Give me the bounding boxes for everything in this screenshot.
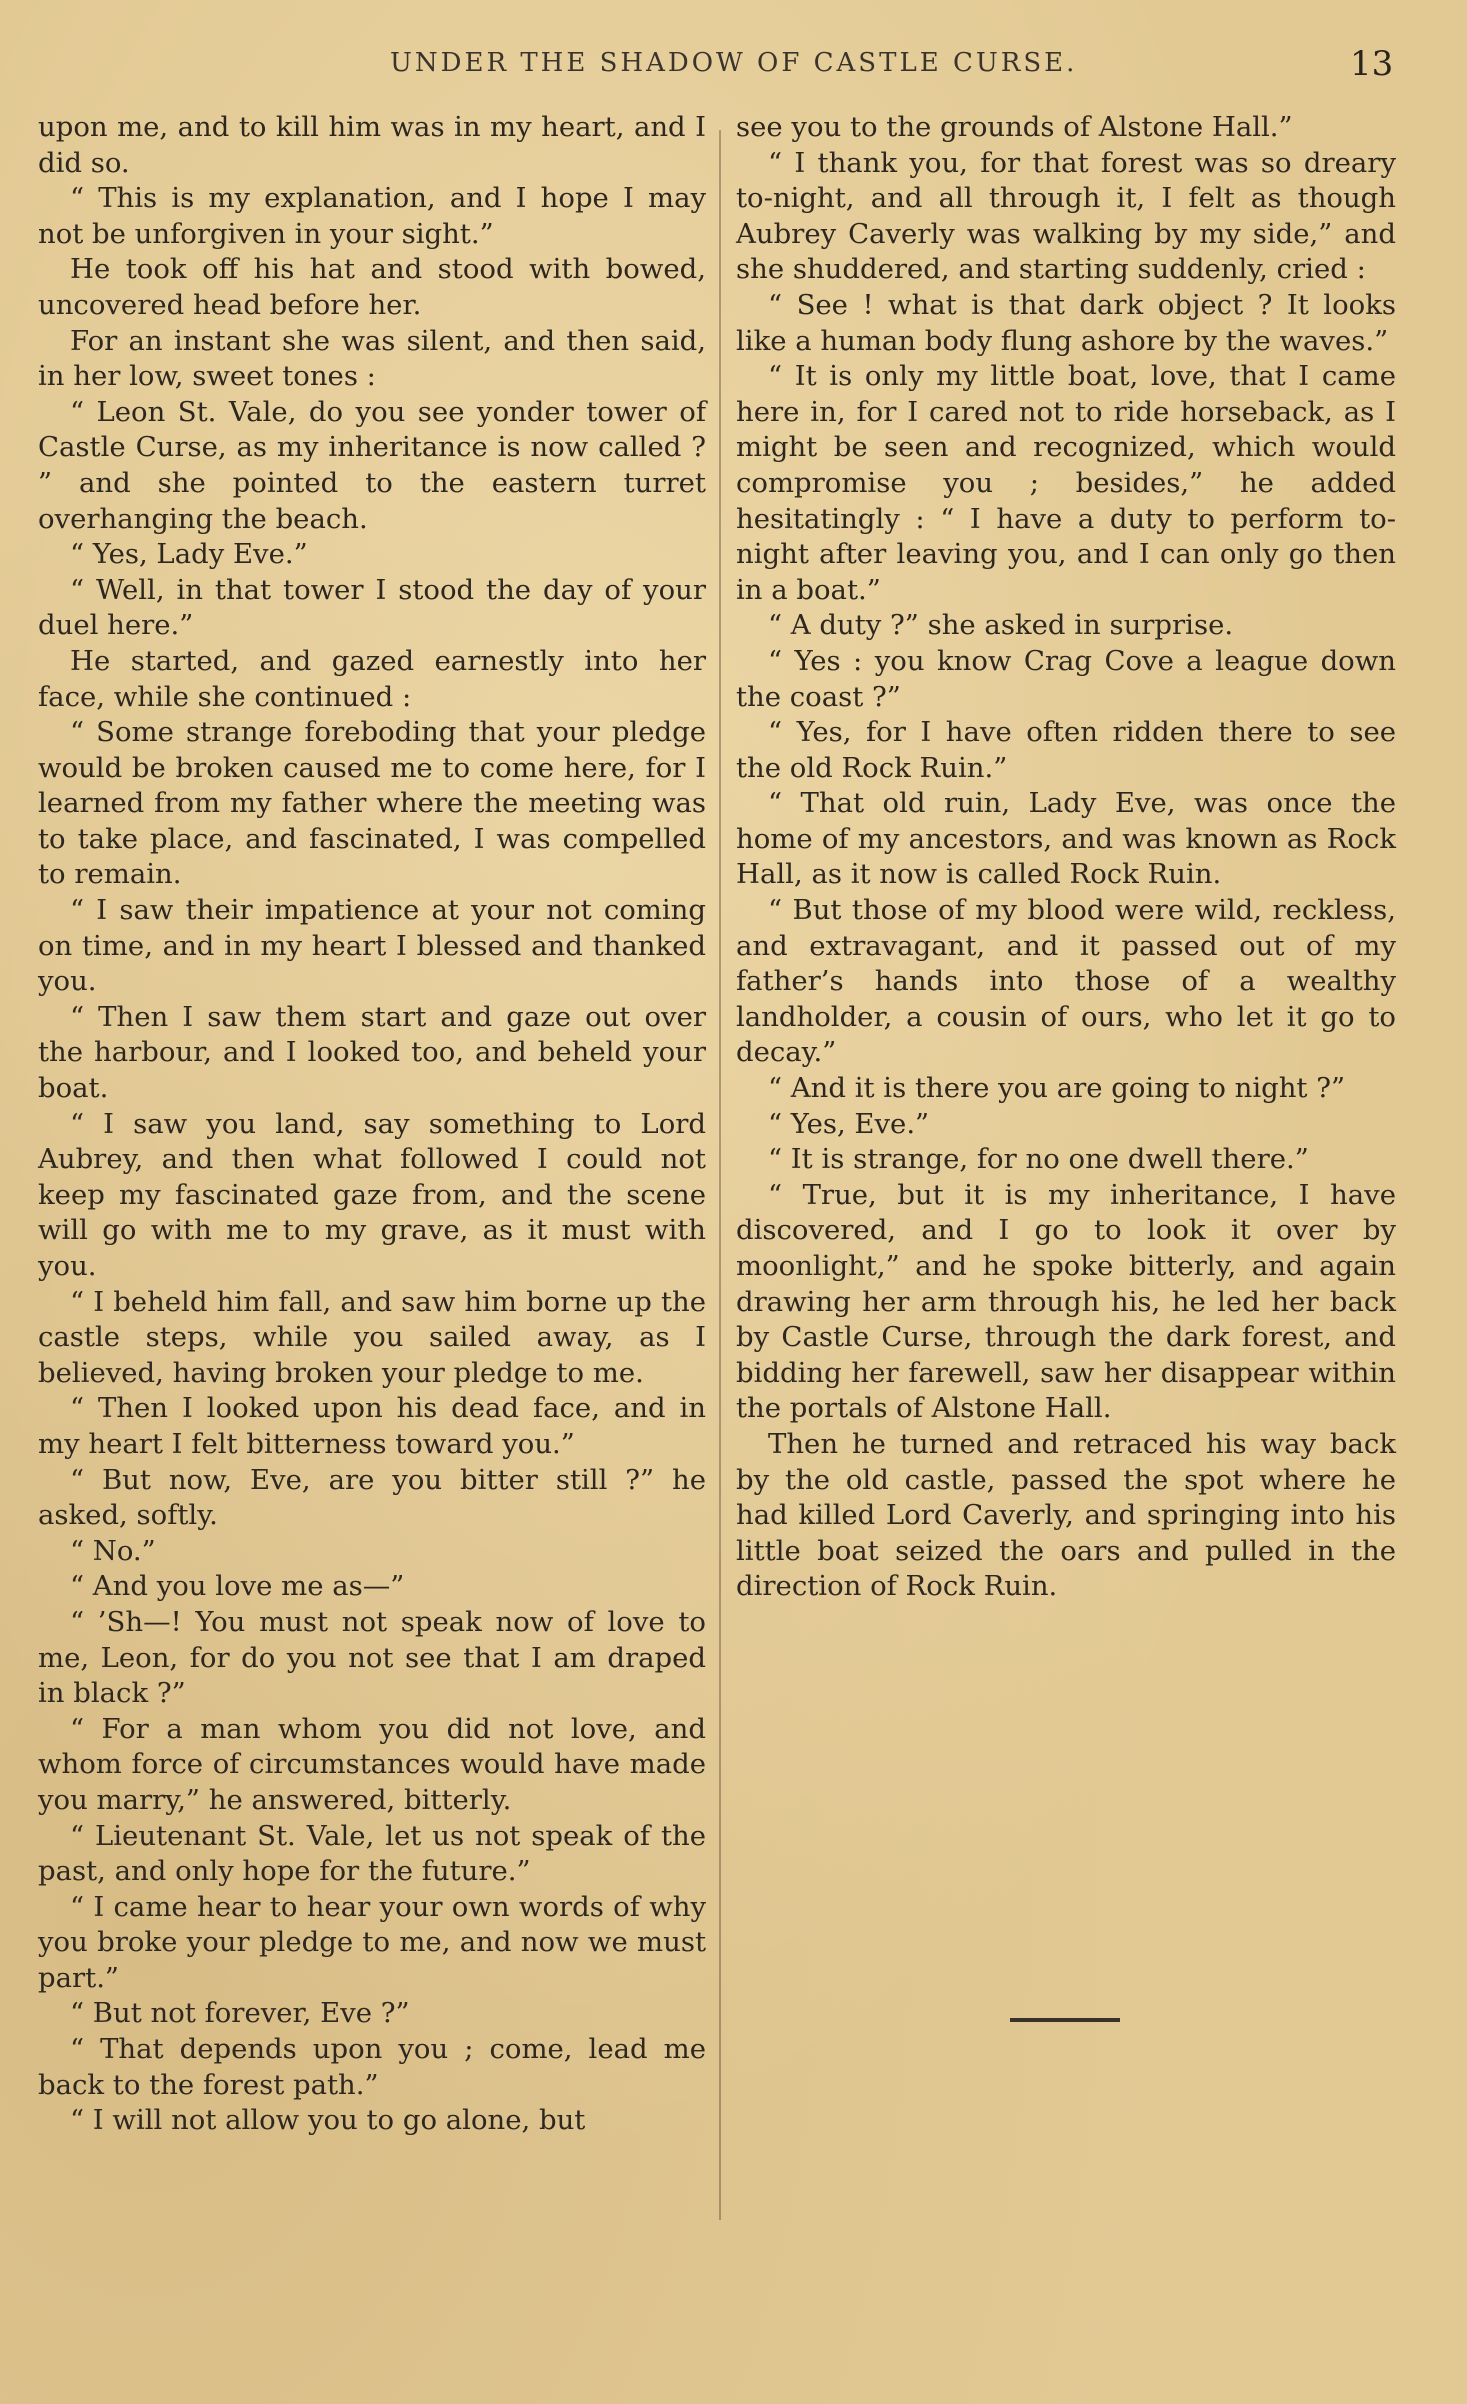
paragraph: He took off his hat and stood with bowed, uncovered head before her. [38, 253, 706, 321]
paragraph: “ Leon St. Vale, do you see yonder tower of Castle Curse, as my inheritance is now called ? ” and she pointed to the eastern turret overhanging the beach. [38, 395, 706, 535]
paragraph: “ Yes, for I have often ridden there to see the old Rock Ruin.” [736, 716, 1396, 784]
paragraph: upon me, and to kill him was in my heart, and I did so. [38, 111, 706, 179]
running-title: UNDER THE SHADOW OF CASTLE CURSE. [390, 48, 1078, 78]
right-column [736, 110, 1396, 1605]
paragraph: “ Lieutenant St. Vale, let us not speak of the past, and only hope for the future.” [38, 1819, 706, 1888]
paragraph: “ It is strange, for no one dwell there.” [768, 1143, 1309, 1176]
paragraph: “ I saw you land, say something to Lord Aubrey, and then what followed I could not keep my fascinated gaze from, and the scene will go with me to my grave, as it must with you. [38, 1107, 706, 1282]
paragraph: “ I came hear to hear your own words of why you broke your pledge to me, and now we must part.” [38, 1890, 706, 1994]
paragraph: “ I thank you, for that forest was so dreary to-night, and all through it, I felt as though Aubrey Caverly was walking by my side,” and she shuddered, and starting suddenly, cried : [736, 146, 1396, 286]
paragraph: “ Some strange foreboding that your pledge would be broken caused me to come here, for I learned from my father where the meeting was to take place, and fascinated, I was compelled to remain. [38, 716, 706, 891]
paragraph: “ And it is there you are going to night ?” [768, 1072, 1346, 1105]
paragraph: “ It is only my little boat, love, that I came here in, for I cared not to ride horseback, as I might be seen and recognized, which would compromise you ; besides,” he added hesitatingly : “ I have a duty to perform to-night after leaving you, and I can only go then in a boat.” [736, 360, 1396, 606]
paragraph: “ That depends upon you ; come, lead me back to the forest path.” [38, 2033, 706, 2101]
paragraph: He started, and gazed earnestly into her face, while she continued : [38, 644, 706, 713]
chapter-end-rule [1010, 2018, 1120, 2022]
paragraph: For an instant she was silent, and then said, in her low, sweet tones : [38, 324, 706, 393]
paragraph: “ But those of my blood were wild, reckless, and extravagant, and it passed out of my father’s hands into those of a wealthy landholder, a cousin of ours, who let it go to decay.” [736, 894, 1396, 1069]
paragraph: “ Yes : you know Crag Cove a league down the coast ?” [736, 644, 1396, 713]
paragraph: “ ’Sh—! You must not speak now of love to me, Leon, for do you not see that I am draped in black ?” [38, 1605, 706, 1710]
paragraph: “ But not forever, Eve ?” [70, 1997, 410, 2030]
paragraph: “ That old ruin, Lady Eve, was once the home of my ancestors, and was known as Rock Hall, as it now is called Rock Ruin. [736, 787, 1396, 891]
paragraph: “ A duty ?” she asked in surprise. [768, 609, 1234, 642]
left-column [38, 110, 706, 2139]
paragraph: “ Then I looked upon his dead face, and in my heart I felt bitterness toward you.” [38, 1392, 706, 1460]
paragraph: “ I will not allow you to go alone, but [70, 2104, 586, 2137]
paragraph: see you to the grounds of Alstone Hall.” [736, 111, 1293, 143]
paragraph: “ Yes, Lady Eve.” [70, 538, 308, 571]
paragraph: Then he turned and retraced his way back by the old castle, passed the spot where he had killed Lord Caverly, and springing into his little boat seized the oars and pulled in the direction of Rock Ruin. [736, 1427, 1396, 1603]
column-divider [719, 130, 721, 2220]
paragraph: “ True, but it is my inheritance, I have discovered, and I go to look it over by moonlight,” and he spoke bitterly, and again drawing her arm through his, he led her back by Castle Curse, through the dark forest, and bidding her farewell, saw her disappear within the portals of Alstone Hall. [736, 1178, 1396, 1425]
paragraph: “ Yes, Eve.” [768, 1107, 930, 1140]
paragraph: “ And you love me as—” [70, 1570, 405, 1603]
page-header [0, 44, 1467, 88]
paragraph: “ This is my explanation, and I hope I may not be unforgiven in your sight.” [38, 182, 706, 250]
paragraph: “ Then I saw them start and gaze out over the harbour, and I looked too, and beheld your boat. [38, 1000, 706, 1105]
paragraph: “ I saw their impatience at your not coming on time, and in my heart I blessed and thanked you. [38, 894, 706, 998]
page-number: 13 [1350, 44, 1394, 84]
paragraph: “ I beheld him fall, and saw him borne up the castle steps, while you sailed away, as I believed, having broken your pledge to me. [38, 1285, 706, 1389]
paragraph: “ For a man whom you did not love, and whom force of circumstances would have made you marry,” he answered, bitterly. [38, 1712, 706, 1816]
paragraph: “ But now, Eve, are you bitter still ?” he asked, softly. [38, 1463, 706, 1532]
paragraph: “ Well, in that tower I stood the day of your duel here.” [38, 573, 706, 642]
paragraph: “ See ! what is that dark object ? It looks like a human body flung ashore by the waves.” [736, 288, 1396, 357]
paragraph: “ No.” [70, 1534, 156, 1567]
